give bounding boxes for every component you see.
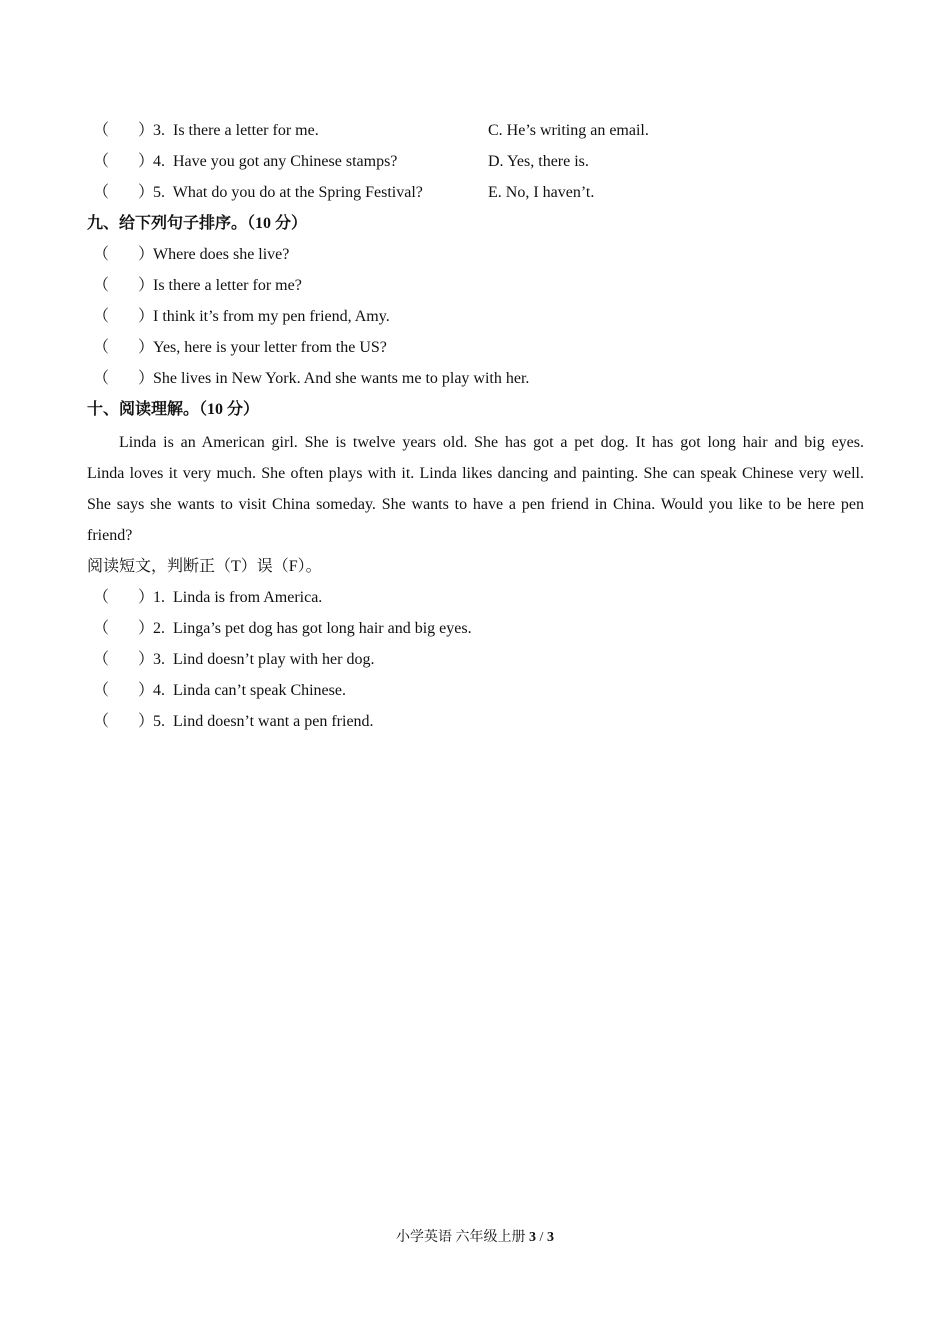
answer-blank-close: ） [138, 246, 155, 263]
answer-blank-close: ） [138, 122, 155, 139]
answer-blank-close: ） [138, 682, 155, 699]
matching-row [0, 177, 950, 208]
answer-blank-close: ） [138, 620, 155, 637]
answer-blank-open: （ [93, 308, 110, 325]
answer-blank-open: （ [93, 713, 110, 730]
answer-blank-close: ） [138, 651, 155, 668]
sentence-text: She lives in New York. And she wants me to play with her. [153, 370, 530, 387]
statement-text: 3. Lind doesn’t play with her dog. [153, 651, 375, 668]
matching-row [0, 115, 950, 146]
answer-blank-close: ） [138, 370, 155, 387]
ordering-row [0, 270, 950, 301]
statement-text: 2. Linga’s pet dog has got long hair and big eyes. [153, 620, 472, 637]
page-separator: / [539, 1230, 544, 1245]
answer-blank-open: （ [93, 589, 110, 606]
answer-blank-close: ） [138, 339, 155, 356]
true-false-row [0, 582, 950, 613]
sentence-text: Is there a letter for me? [153, 277, 302, 294]
statement-text: 5. Lind doesn’t want a pen friend. [153, 713, 374, 730]
true-false-row [0, 706, 950, 737]
page-number: 3 [529, 1230, 537, 1245]
instruction-text: 阅读短文，判断正（T）误（F）。 [87, 558, 322, 575]
answer-blank-open: （ [93, 620, 110, 637]
statement-text: 1. Linda is from America. [153, 589, 323, 606]
true-false-row [0, 675, 950, 706]
answer-blank-open: （ [93, 651, 110, 668]
sentence-text: Where does she live? [153, 246, 290, 263]
answer-blank-close: ） [138, 589, 155, 606]
answer-blank-open: （ [93, 370, 110, 387]
sentence-text: Yes, here is your letter from the US? [153, 339, 387, 356]
answer-option: D. Yes, there is. [488, 153, 589, 170]
matching-row [0, 146, 950, 177]
answer-blank-open: （ [93, 184, 110, 201]
answer-blank-close: ） [138, 184, 155, 201]
true-false-row [0, 613, 950, 644]
ordering-row [0, 332, 950, 363]
ordering-row [0, 301, 950, 332]
page-total: 3 [546, 1230, 554, 1245]
answer-blank-open: （ [93, 246, 110, 263]
reading-passage: Linda is an American girl. She is twelve years old. She has got a pet dog. It has got long hair and big eyes. Linda loves it very much. She often plays with it. Linda likes dancing and painting. She can speak Chinese very well. She says she wants to visit China someday. She wants to have a pen friend in China. Would you like to be here pen friend? [87, 434, 864, 544]
ordering-row [0, 239, 950, 270]
question-text: 5. What do you do at the Spring Festival? [153, 184, 423, 201]
ordering-row [0, 363, 950, 394]
answer-blank-open: （ [93, 682, 110, 699]
answer-blank-open: （ [93, 277, 110, 294]
answer-option: E. No, I haven’t. [488, 184, 595, 201]
answer-blank-open: （ [93, 339, 110, 356]
answer-option: C. He’s writing an email. [488, 122, 649, 139]
answer-blank-close: ） [138, 713, 155, 730]
answer-blank-open: （ [93, 153, 110, 170]
footer-label: 小学英语 六年级上册 [396, 1230, 526, 1245]
section-heading: 十、阅读理解。（10 分） [87, 401, 260, 418]
section-heading: 九、给下列句子排序。（10 分） [87, 215, 308, 232]
page-footer [0, 1228, 950, 1248]
answer-blank-close: ） [138, 308, 155, 325]
statement-text: 4. Linda can’t speak Chinese. [153, 682, 346, 699]
answer-blank-open: （ [93, 122, 110, 139]
true-false-row [0, 644, 950, 675]
answer-blank-close: ） [138, 277, 155, 294]
answer-blank-close: ） [138, 153, 155, 170]
sentence-text: I think it’s from my pen friend, Amy. [153, 308, 390, 325]
question-text: 4. Have you got any Chinese stamps? [153, 153, 398, 170]
question-text: 3. Is there a letter for me. [153, 122, 319, 139]
